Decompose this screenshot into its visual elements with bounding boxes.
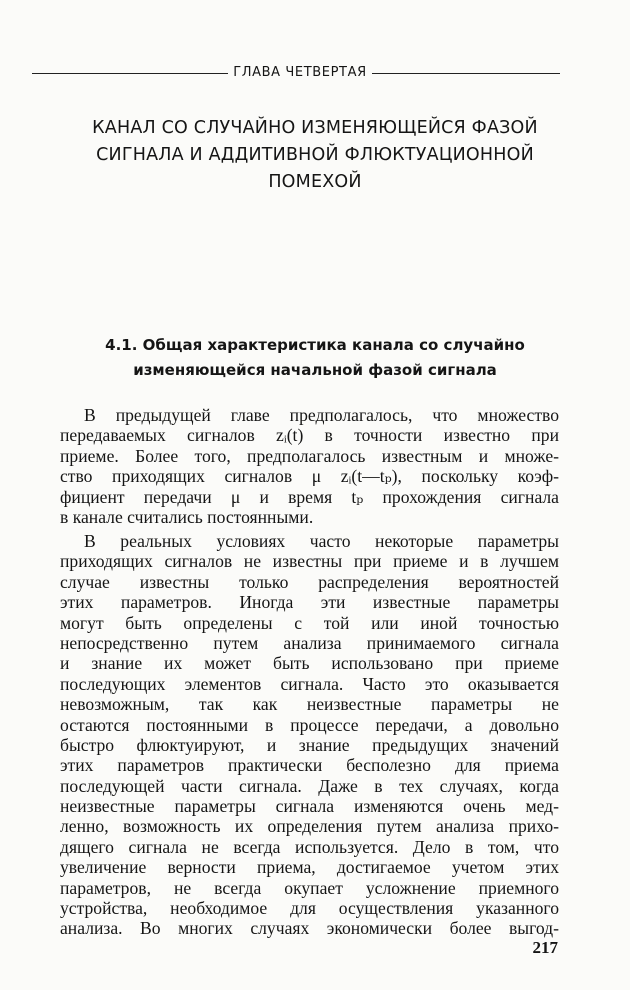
text-line: дящего сигнала не всегда используется. Дело в том, что	[60, 836, 559, 857]
paragraph-1	[60, 405, 559, 527]
text-line: этих параметров. Иногда эти известные параметры	[60, 592, 559, 613]
text-line: и знание их может быть использовано при приеме	[60, 653, 559, 674]
text-line: остаются постоянными в процессе передачи, а довольно	[60, 714, 559, 735]
text-line: передаваемых сигналов zᵢ(t) в точности известно при	[60, 425, 559, 446]
section-title-line: изменяющейся начальной фазой сигнала	[133, 361, 497, 379]
text-line: В предыдущей главе предполагалось, что множество	[84, 405, 559, 425]
text-line: приходящих сигналов не известны при приеме и в лучшем	[60, 551, 559, 572]
text-line: случае известны только распределения вероятностей	[60, 571, 559, 592]
text-line: непосредственно путем анализа принимаемого сигнала	[60, 632, 559, 653]
text-line: В реальных условиях часто некоторые параметры	[84, 531, 559, 551]
text-line: последующей части сигнала. Даже в тех случаях, когда	[60, 775, 559, 796]
paragraph-2	[60, 531, 559, 939]
text-line: анализа. Во многих случаях экономически более выгод-	[60, 918, 559, 939]
chapter-title-line: КАНАЛ СО СЛУЧАЙНО ИЗМЕНЯЮЩЕЙСЯ ФАЗОЙ	[92, 118, 538, 138]
header-rule-left	[32, 73, 228, 74]
header-rule-right	[372, 73, 560, 74]
text-line: ство приходящих сигналов μ zᵢ(t—tₚ), поскольку коэф-	[60, 466, 559, 487]
section-title-line: 4.1. Общая характеристика канала со случайно	[105, 336, 525, 354]
page-number: 217	[532, 938, 558, 957]
text-line: быстро флюктуируют, и знание предыдущих значений	[60, 734, 559, 755]
chapter-title-line: ПОМЕХОЙ	[268, 172, 362, 192]
text-line: ленно, возможность их определения путем анализа прихо-	[60, 816, 559, 837]
text-line: невозможным, так как неизвестные параметры не	[60, 694, 559, 715]
chapter-title-line: СИГНАЛА И АДДИТИВНОЙ ФЛЮКТУАЦИОННОЙ	[96, 145, 534, 165]
text-line: неизвестные параметры сигнала изменяются очень мед-	[60, 796, 559, 817]
chapter-title	[60, 115, 570, 196]
chapter-header	[32, 65, 560, 81]
text-line: устройства, необходимое для осуществления указанного	[60, 898, 559, 919]
text-line: последующих элементов сигнала. Часто это оказывается	[60, 673, 559, 694]
section-title	[60, 333, 570, 383]
text-line: фициент передачи μ и время tₚ прохождения сигнала	[60, 486, 559, 507]
text-line: параметров, не всегда окупает усложнение приемного	[60, 877, 559, 898]
chapter-label: ГЛАВА ЧЕТВЕРТАЯ	[233, 65, 367, 80]
text-line: этих параметров практически бесполезно для приема	[60, 755, 559, 776]
text-line: могут быть определены с той или иной точностью	[60, 612, 559, 633]
text-line: увеличение верности приема, достигаемое учетом этих	[60, 857, 559, 878]
text-line: в канале считались постоянными.	[60, 506, 314, 527]
text-line: приеме. Более того, предполагалось известным и множе-	[60, 445, 559, 466]
